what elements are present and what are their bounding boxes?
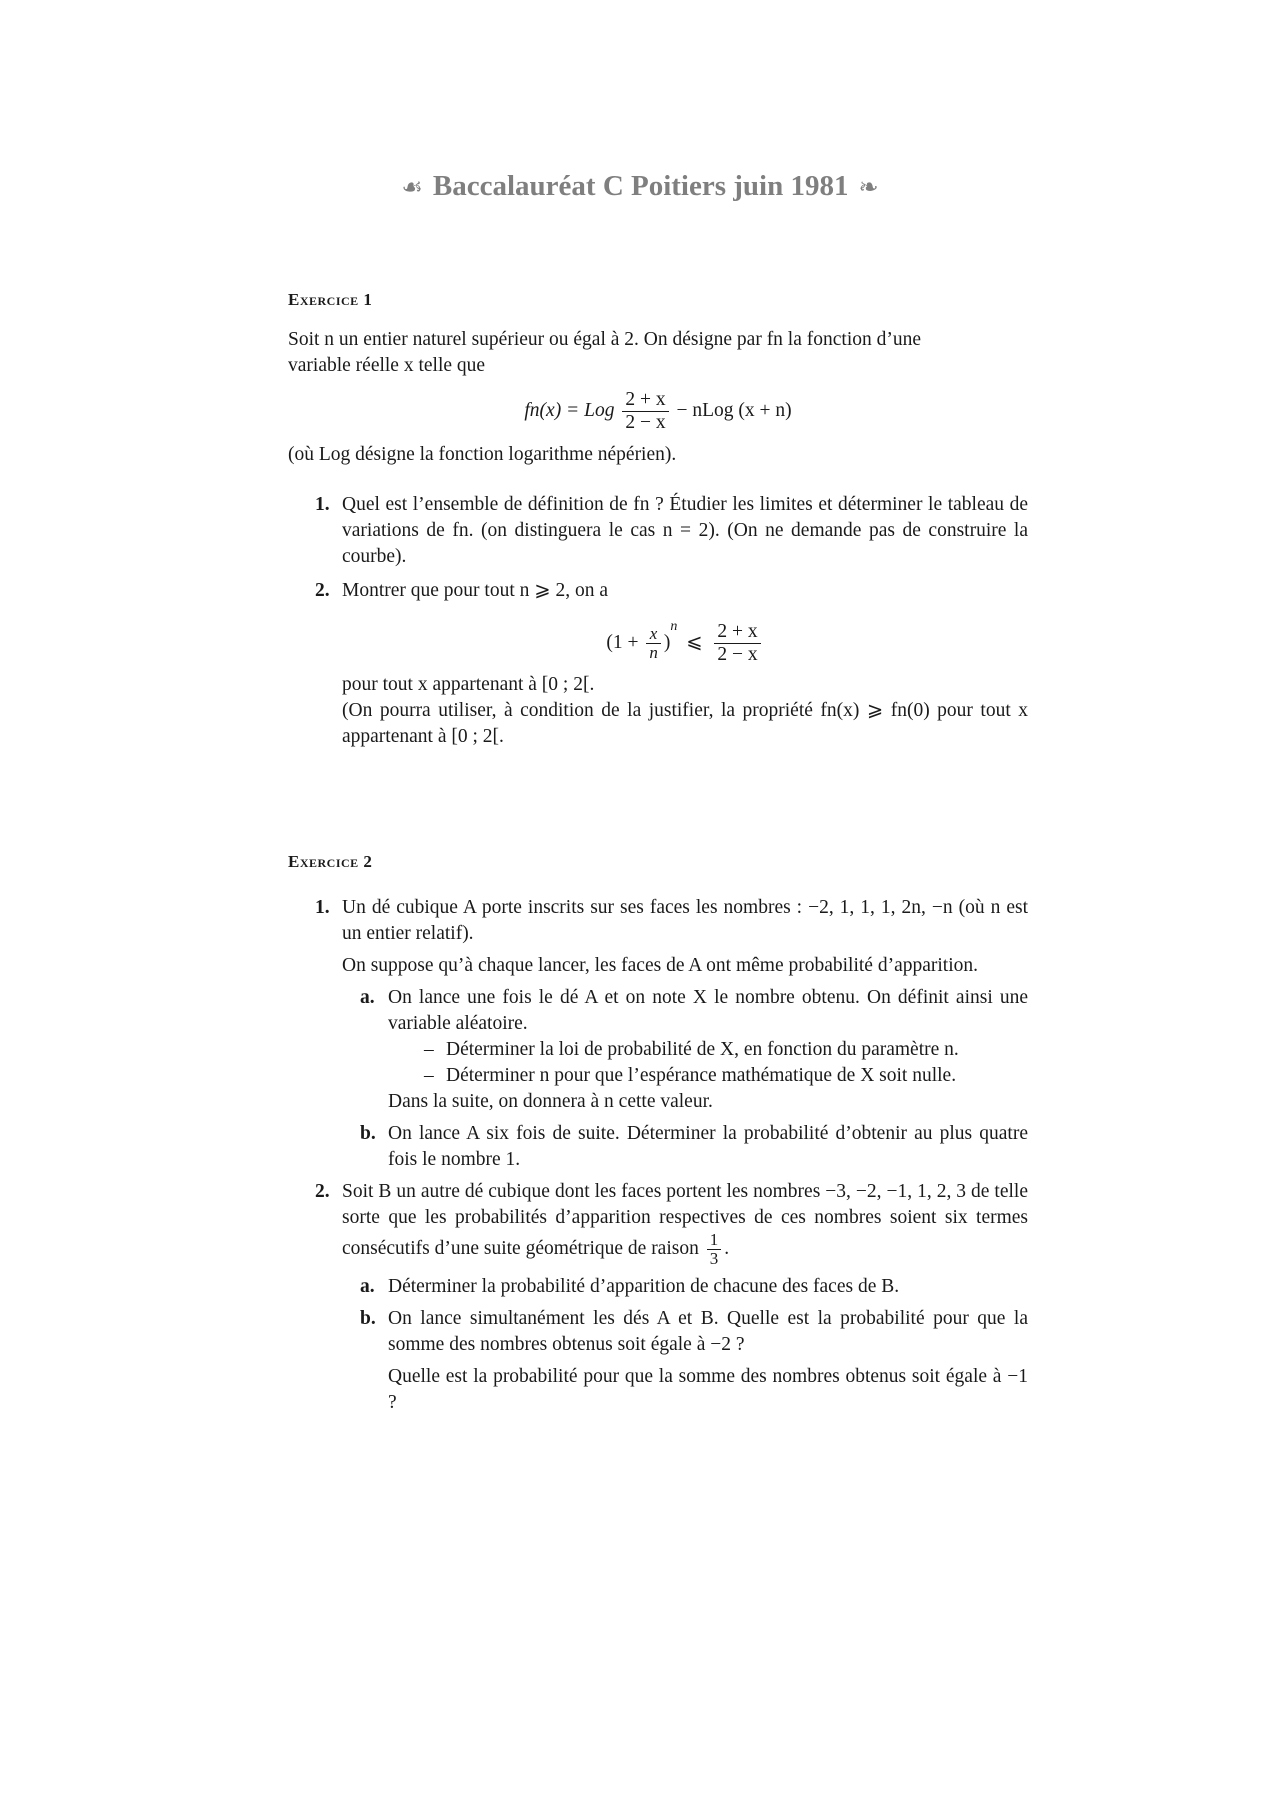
ex2-q1a-dash2-text: Déterminer n pour que l’espérance mathématique de X soit nulle. xyxy=(446,1065,957,1086)
ratio-num: 1 xyxy=(707,1231,722,1250)
exercice-1 xyxy=(288,287,1028,750)
ex2-question-2 xyxy=(288,1179,1028,1416)
ex1-q1-label: 1. xyxy=(315,494,330,515)
ex1-q2-inequality xyxy=(342,614,1028,666)
ineq-inner-num: x xyxy=(646,625,661,644)
ex2-q2-label: 2. xyxy=(315,1181,330,1202)
right-ornament-icon: ❧ xyxy=(858,175,879,201)
title-text: Baccalauréat C Poitiers juin 1981 xyxy=(432,170,849,202)
ex1-q2-hint: (On pourra utiliser, à condition de la justifier, la propriété fn(x) ⩾ fn(0) pour tout x appartenant à [0 ; 2[. xyxy=(342,700,1028,748)
ineq-open: (1 + xyxy=(606,632,639,653)
ex2-q2-ratio-fraction xyxy=(707,1231,722,1268)
ex1-question-1 xyxy=(288,492,1028,570)
ex1-q2-text: Montrer que pour tout n ⩾ 2, on a xyxy=(342,580,609,601)
ex2-q2a-text: Déterminer la probabilité d’apparition de chacune des faces de B. xyxy=(388,1276,900,1297)
ineq-inner-den: n xyxy=(649,643,658,663)
ex2-q1a-text: On lance une fois le dé A et on note X le nombre obtenu. On définit ainsi une variable aléatoire. xyxy=(388,987,1028,1034)
ineq-right-num: 2 + x xyxy=(714,621,760,644)
ex2-q2-paragraph xyxy=(342,1179,1028,1268)
ex2-q2-text: Soit B un autre dé cubique dont les faces portent les nombres −3, −2, −1, 1, 2, 3 de telle sorte que les probabilités d’apparition respectives de ces nombres soient six termes consécutifs d’une suite géométrique de raison xyxy=(342,1181,1028,1259)
ex2-q1b xyxy=(342,1121,1028,1173)
ineq-sign: ⩽ xyxy=(686,632,703,653)
ex1-q2-label: 2. xyxy=(315,580,330,601)
intro-line-2: variable réelle x telle que xyxy=(288,355,486,376)
left-ornament-icon: ☙ xyxy=(401,175,423,201)
ex2-q1a xyxy=(342,985,1028,1115)
formula-fn xyxy=(288,389,1028,434)
ex2-q2b-label: b. xyxy=(360,1308,376,1329)
formula-numerator: 2 + x xyxy=(622,389,668,412)
formula-fraction xyxy=(622,389,668,434)
ex2-q1a-dash-2 xyxy=(342,1063,1028,1089)
log-note: (où Log désigne la fonction logarithme népérien). xyxy=(288,444,677,465)
formula-lhs: fn(x) = Log xyxy=(524,399,615,421)
intro-line-1: Soit n un entier naturel supérieur ou égal à 2. On désigne par fn la fonction d’une xyxy=(288,329,922,350)
ex2-q1-text-a: Un dé cubique A porte inscrits sur ses faces les nombres : −2, 1, 1, 1, 2n, −n (où n est un entier relatif). xyxy=(342,897,1028,944)
ratio-den: 3 xyxy=(709,1249,719,1268)
ex2-q2b xyxy=(342,1306,1028,1416)
formula-rhs: − nLog (x + n) xyxy=(676,399,792,421)
formula-denominator: 2 − x xyxy=(625,412,666,433)
ex2-question-1 xyxy=(288,895,1028,1173)
ex1-q1-text: Quel est l’ensemble de définition de fn ? Étudier les limites et déterminer le tableau de variations de fn. (on distinguera le cas n = 2). (On ne demande pas de construire la courbe). xyxy=(342,494,1028,567)
ex2-q1-text-b: On suppose qu’à chaque lancer, les faces de A ont même probabilité d’apparition. xyxy=(342,955,979,976)
ineq-exponent: n xyxy=(670,619,678,634)
ex2-q1-label: 1. xyxy=(315,897,330,918)
ex2-q2a-label: a. xyxy=(360,1276,375,1297)
ineq-right-den: 2 − x xyxy=(717,644,758,666)
exercice-1-intro xyxy=(288,327,1028,379)
ex2-q1a-label: a. xyxy=(360,987,375,1008)
exercice-2 xyxy=(288,849,1028,1416)
ex2-q2-end: . xyxy=(724,1237,730,1259)
ex1-q2-after: pour tout x appartenant à [0 ; 2[. xyxy=(342,674,595,696)
ineq-inner-fraction xyxy=(646,625,661,662)
ineq-close: ) xyxy=(663,632,671,653)
ex2-q1b-text: On lance A six fois de suite. Déterminer la probabilité d’obtenir au plus quatre fois le nombre 1. xyxy=(388,1123,1028,1170)
ineq-right-fraction xyxy=(714,621,760,666)
exercice-2-heading: Exercice 2 xyxy=(288,852,373,871)
ex2-q1a-dash-1 xyxy=(342,1037,1028,1063)
ex2-q1a-after: Dans la suite, on donnera à n cette valeur. xyxy=(388,1091,713,1112)
ex2-q1b-label: b. xyxy=(360,1123,376,1144)
dash-marker-1: – xyxy=(424,1039,434,1060)
document-title xyxy=(0,170,1280,203)
ex1-question-2 xyxy=(288,578,1028,750)
ex2-q2b-text-1: On lance simultanément les dés A et B. Quelle est la probabilité pour que la somme des nombres obtenus soit égale à −2 ? xyxy=(388,1308,1028,1355)
dash-marker-2: – xyxy=(424,1065,434,1086)
exercice-1-heading: Exercice 1 xyxy=(288,290,373,309)
ex2-q1a-dash1-text: Déterminer la loi de probabilité de X, en fonction du paramètre n. xyxy=(446,1039,959,1060)
ex2-q2a xyxy=(342,1274,1028,1300)
ex2-q2b-text-2: Quelle est la probabilité pour que la somme des nombres obtenus soit égale à −1 ? xyxy=(388,1366,1028,1413)
